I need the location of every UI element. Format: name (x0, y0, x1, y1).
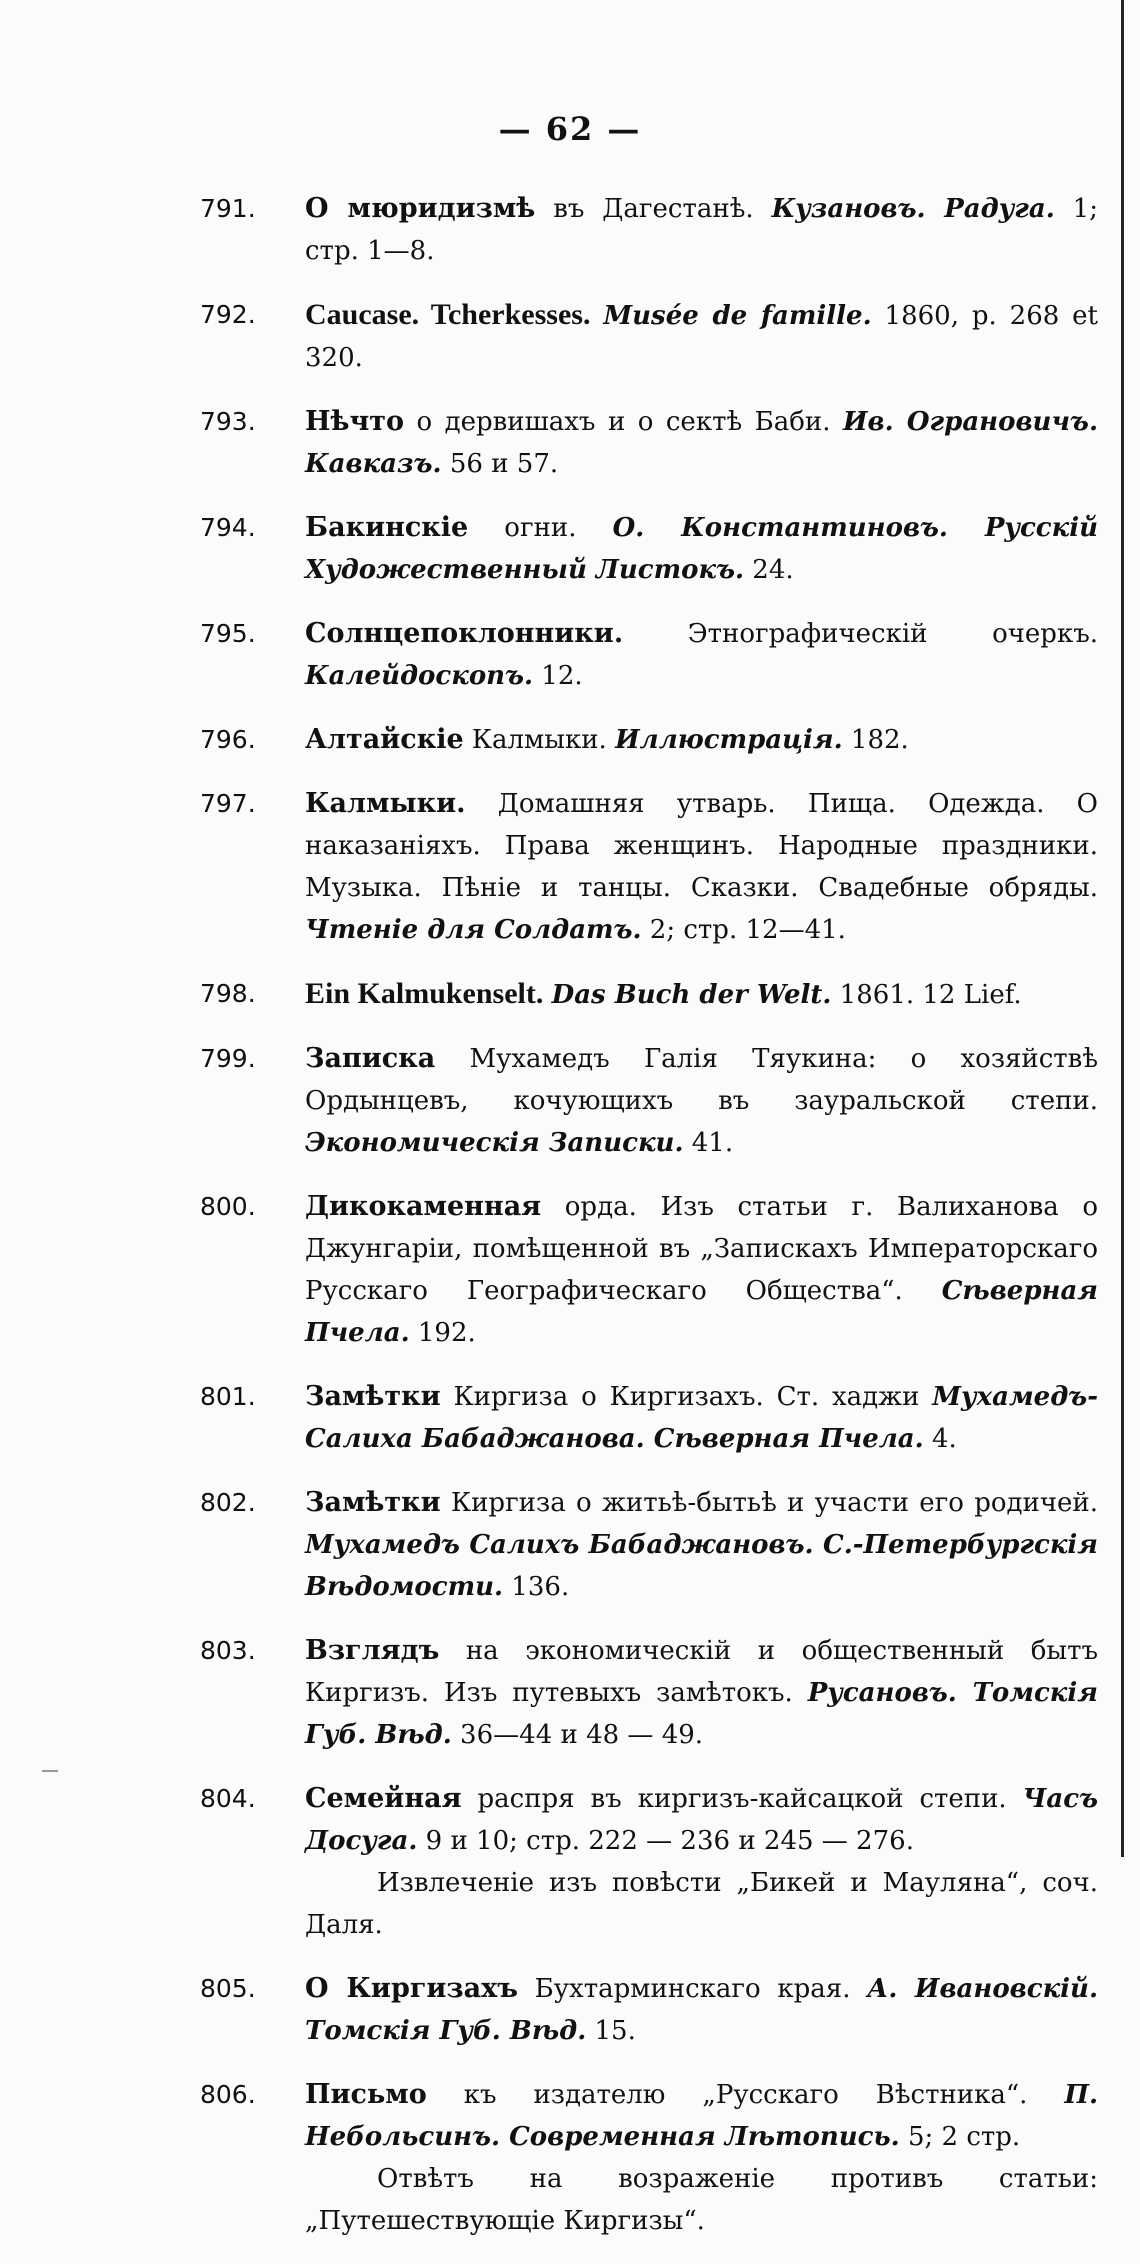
entry-title: Замѣтки (305, 1487, 441, 1518)
entry-note: Извлеченіе изъ повѣсти „Бикей и Мауляна“, соч. Даля. (305, 1868, 1098, 1940)
entry-source: Современная Лѣтопись. (500, 2122, 900, 2152)
entry-author: Мухамедъ-Салиха Бабаджанова. (305, 1382, 1098, 1454)
entry-title: Письмо (305, 2079, 427, 2110)
entry-source: Кавказъ. (305, 449, 442, 479)
bibliography-entry-794 (200, 507, 1098, 591)
bibliography-entry-801 (200, 1376, 1098, 1460)
entry-text: орда. Изъ статьи г. Валиханова о Джунгаріи, помѣщенной въ „Запискахъ Императорскаго Русскаго Географическаго Общества“. (305, 1192, 1098, 1306)
entry-text: огни. (468, 513, 613, 543)
entry-issue: 24. (744, 555, 794, 585)
entry-number: 806. (200, 2080, 256, 2109)
entry-title: Записка (305, 1043, 436, 1074)
entry-source: Musée de famille. (603, 301, 872, 331)
entry-title: Бакинскіе (305, 512, 469, 543)
entry-text: Мухамедъ Галія Тяукина: о хозяйствѣ Ордынцевъ, кочующихъ въ зауральской степи. (305, 1044, 1098, 1116)
entry-number: 797. (200, 789, 256, 818)
entry-issue: 15. (586, 2016, 636, 2046)
entry-issue: 1860, p. 268 et 320. (305, 301, 1099, 373)
bibliography-entry-800 (200, 1186, 1098, 1354)
bibliography-entry-798 (200, 973, 1098, 1016)
entry-issue: 1; стр. 1—8. (305, 194, 1098, 266)
entry-issue: 4. (923, 1424, 957, 1454)
entry-issue: 9 и 10; стр. 222 — 236 и 245 — 276. (417, 1826, 914, 1856)
bibliography-entry-793 (200, 401, 1098, 485)
entry-source: Экономическія Записки. (305, 1128, 684, 1158)
entry-issue: 182. (842, 725, 909, 755)
entry-issue: 192. (409, 1318, 476, 1348)
entry-number: 798. (200, 979, 256, 1008)
entry-text: Киргиза о Киргизахъ. Ст. хаджи (440, 1382, 933, 1412)
entry-text: на экономическій и общественный бытъ Киргизъ. Изъ путевыхъ замѣтокъ. (305, 1636, 1098, 1708)
entry-title: Дикокаменная (305, 1191, 542, 1222)
entry-source: Томскія Губ. Вѣд. (305, 2016, 587, 2046)
entry-title: Нѣчто (305, 406, 404, 437)
entry-number: 796. (200, 725, 256, 754)
entry-issue: 1861. 12 Lief. (831, 980, 1022, 1010)
entry-author: О. Константиновъ. (612, 513, 948, 543)
bibliography-entry-792 (200, 294, 1098, 379)
page-edge-line (1121, 0, 1124, 1857)
bibliography-entry-804 (200, 1778, 1098, 1946)
entry-text: Киргиза о житьѣ-бытьѣ и участи его родичей. (440, 1488, 1098, 1518)
bibliography-entry-802 (200, 1482, 1098, 1608)
entry-text: Бухтарминскаго края. (517, 1974, 868, 2004)
entry-author: П. Небольсинъ. (305, 2080, 1098, 2152)
entry-issue: 5; 2 стр. (899, 2122, 1021, 2152)
entry-source: Иллюстрація. (615, 725, 843, 755)
entry-title: Алтайскіе (305, 724, 464, 755)
entry-number: 794. (200, 513, 256, 542)
entry-issue: 12. (533, 661, 583, 691)
entry-text (543, 980, 551, 1010)
entry-source: Радуга. (925, 194, 1055, 224)
entry-text (590, 301, 603, 331)
entry-note: Отвѣтъ на возраженіе противъ статьи: „Путешествующіе Киргизы“. (305, 2164, 1098, 2236)
entry-title: О мюридизмѣ (305, 193, 536, 224)
entry-source: Чтеніе для Солдатъ. (305, 915, 642, 945)
margin-mark (42, 1770, 58, 1772)
entry-source: Das Buch der Welt. (551, 980, 832, 1010)
entry-number: 803. (200, 1636, 256, 1665)
entry-text: къ издателю „Русскаго Вѣстника“. (426, 2080, 1065, 2110)
entry-issue: 36—44 и 48 — 49. (451, 1720, 704, 1750)
entry-number: 800. (200, 1192, 256, 1221)
entry-title: Ein Kalmukenselt. (305, 977, 544, 1010)
entry-author: Мухамедъ Салихъ Бабаджановъ. (305, 1530, 814, 1560)
entry-source: Сѣверная Пчела. (305, 1276, 1098, 1348)
entry-number: 793. (200, 407, 256, 436)
entry-text: Этнографическій очеркъ. (623, 619, 1098, 649)
bibliography-list (200, 188, 1098, 2264)
entry-source: Часъ Досуга. (305, 1784, 1098, 1856)
entry-title: Калмыки. (305, 788, 466, 819)
entry-source: Сѣверная Пчела. (644, 1424, 924, 1454)
entry-text: о дервишахъ и о сектѣ Баби. (404, 407, 843, 437)
bibliography-entry-806 (200, 2074, 1098, 2242)
bibliography-entry-803 (200, 1630, 1098, 1756)
entry-text: въ Дагестанѣ. (535, 194, 772, 224)
bibliography-entry-799 (200, 1038, 1098, 1164)
entry-number: 804. (200, 1784, 256, 1813)
entry-issue: 136. (503, 1572, 570, 1602)
bibliography-entry-795 (200, 613, 1098, 697)
entry-source: Русскій Художественный Листокъ. (305, 513, 1098, 585)
entry-title: О Киргизахъ (305, 1973, 518, 2004)
entry-author: Кузановъ. (771, 194, 926, 224)
entry-title: Семейная (305, 1783, 462, 1814)
entry-source: Томскія Губ. Вѣд. (305, 1678, 1098, 1750)
entry-number: 805. (200, 1974, 256, 2003)
entry-author: Ив. Ограновичъ. (842, 407, 1099, 437)
entry-number: 799. (200, 1044, 256, 1073)
bibliography-entry-805 (200, 1968, 1098, 2052)
entry-number: 795. (200, 619, 256, 648)
bibliography-entry-797 (200, 783, 1098, 951)
entry-text: Калмыки. (463, 725, 616, 755)
entry-text: Домашняя утварь. Пища. Одежда. О наказаніяхъ. Права женщинъ. Народные праздники. Музыка. Пѣніе и танцы. Сказки. Свадебные обряды. (305, 789, 1098, 903)
entry-title: Взглядъ (305, 1635, 440, 1666)
entry-issue: 2; стр. 12—41. (641, 915, 846, 945)
page-number: — 62 — (498, 110, 642, 148)
entry-issue: 41. (683, 1128, 734, 1158)
entry-source: Калейдоскопъ. (305, 661, 534, 691)
entry-number: 802. (200, 1488, 256, 1517)
entry-issue: 56 и 57. (441, 449, 559, 479)
entry-author: А. Ивановскій. (867, 1974, 1099, 2004)
entry-number: 792. (200, 300, 256, 329)
bibliography-entry-791 (200, 188, 1098, 272)
entry-author: Русановъ. (807, 1678, 957, 1708)
entry-source: С.-Петербургскія Вѣдомости. (305, 1530, 1099, 1602)
entry-title: Замѣтки (305, 1381, 441, 1412)
entry-number: 791. (200, 194, 256, 223)
entry-text: распря въ киргизъ-кайсацкой степи. (461, 1784, 1023, 1814)
entry-title: Caucase. Tcherkesses. (305, 298, 591, 331)
bibliography-entry-796 (200, 719, 1098, 761)
entry-title: Солнцепоклонники. (305, 618, 624, 649)
entry-number: 801. (200, 1382, 256, 1411)
